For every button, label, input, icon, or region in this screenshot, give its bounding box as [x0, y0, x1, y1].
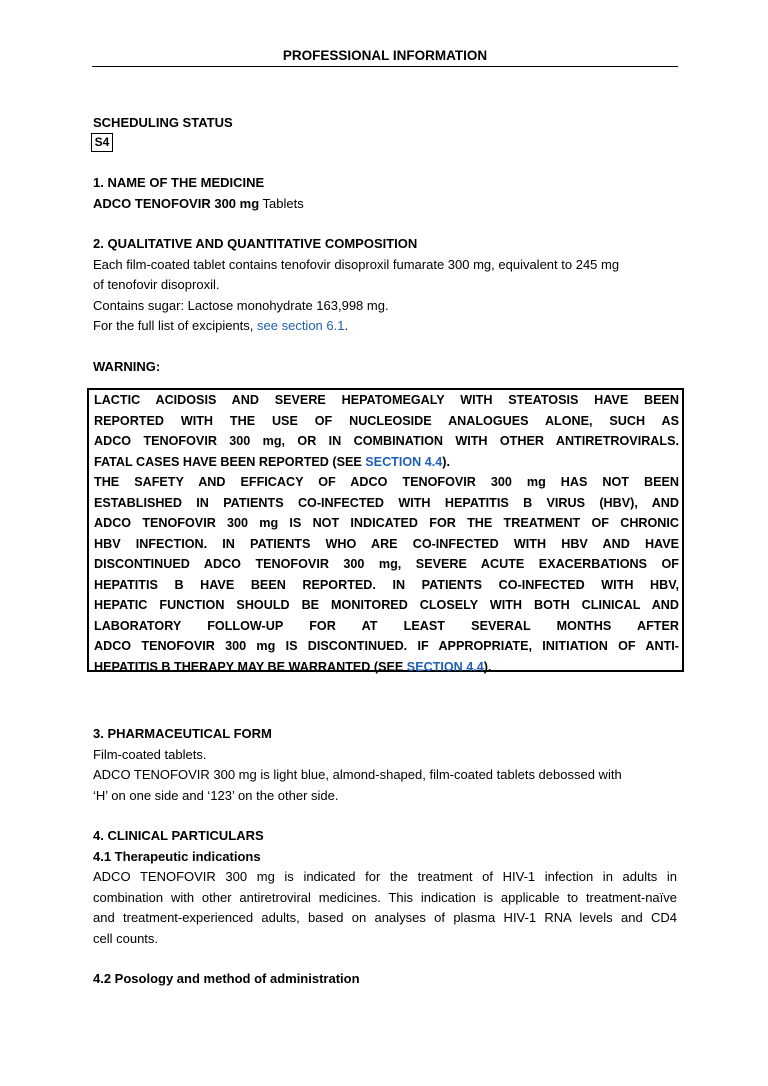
- excipients-end: .: [344, 318, 349, 333]
- warning-line: LABORATORY FOLLOW-UP FOR AT LEAST SEVERAL MONTHS AFTER: [94, 618, 679, 633]
- section-4-4-link-2[interactable]: SECTION 4.4: [406, 659, 484, 674]
- indications-line: and treatment-experienced adults, based on analyses of plasma HIV-1 RNA levels and CD4: [93, 910, 677, 925]
- warning-line: ADCO TENOFOVIR 300 mg, OR IN COMBINATION WITH OTHER ANTIRETROVIRALS.: [94, 434, 679, 448]
- product-form: Tablets: [259, 195, 304, 211]
- warning-line: [94, 657, 679, 678]
- warning-line: ESTABLISHED IN PATIENTS CO-INFECTED WITH HEPATITIS B VIRUS (HBV), AND: [94, 495, 679, 510]
- section-4-4-link[interactable]: SECTION 4.4: [365, 454, 443, 469]
- composition-line-4: [93, 316, 677, 337]
- subsection-4-1-heading: 4.1 Therapeutic indications: [93, 848, 261, 864]
- warning-line: DISCONTINUED ADCO TENOFOVIR 300 mg, SEVERE ACUTE EXACERBATIONS OF: [94, 557, 679, 571]
- warning-box: [87, 388, 684, 672]
- section-1: [93, 173, 677, 214]
- warning-line-text: HEPATITIS B THERAPY MAY BE WARRANTED (SEE: [94, 659, 407, 674]
- warning-line-close: ).: [483, 659, 492, 674]
- warning-line: [94, 452, 679, 473]
- excipients-text: For the full list of excipients,: [93, 318, 258, 333]
- section-2: [93, 234, 677, 337]
- see-section-6-1-link[interactable]: see section 6.1: [257, 318, 345, 333]
- product-name: ADCO TENOFOVIR 300 mg: [93, 195, 260, 211]
- section-2-heading: 2. QUALITATIVE AND QUANTITATIVE COMPOSITION: [93, 236, 418, 251]
- warning-line: HEPATIC FUNCTION SHOULD BE MONITORED CLOSELY WITH BOTH CLINICAL AND: [94, 598, 679, 612]
- indications-line: combination with other antiretroviral medicines. This indication is applicable to treatment-naïve: [93, 889, 677, 905]
- subsection-4-2-heading: 4.2 Posology and method of administration: [93, 971, 360, 986]
- form-line-2: ADCO TENOFOVIR 300 mg is light blue, almond-shaped, film-coated tablets debossed with: [93, 767, 622, 782]
- warning-line: ADCO TENOFOVIR 300 mg IS NOT INDICATED FOR THE TREATMENT OF CHRONIC: [94, 516, 679, 530]
- composition-line-1: Each film-coated tablet contains tenofovir disoproxil fumarate 300 mg, equivalent to 245 mg: [93, 256, 620, 272]
- product-name-line: [93, 194, 677, 215]
- indications-line: ADCO TENOFOVIR 300 mg is indicated for the treatment of HIV-1 infection in adults in: [93, 869, 677, 884]
- warning-line-text: FATAL CASES HAVE BEEN REPORTED (SEE: [94, 454, 366, 469]
- warning-line: HBV INFECTION. IN PATIENTS WHO ARE CO-INFECTED WITH HBV AND HAVE: [94, 536, 679, 551]
- page-header-title: PROFESSIONAL INFORMATION: [282, 48, 488, 63]
- header-rule: [92, 66, 678, 67]
- section-4-heading: 4. CLINICAL PARTICULARS: [93, 828, 264, 843]
- form-line-3: ‘H’ on one side and ‘123’ on the other side.: [93, 787, 339, 803]
- indications-line: cell counts.: [93, 930, 159, 946]
- section-3-heading: 3. PHARMACEUTICAL FORM: [93, 726, 272, 741]
- warning-line: LACTIC ACIDOSIS AND SEVERE HEPATOMEGALY WITH STEATOSIS HAVE BEEN: [94, 393, 679, 407]
- warning-line: REPORTED WITH THE USE OF NUCLEOSIDE ANALOGUES ALONE, SUCH AS: [94, 413, 679, 428]
- section-1-heading: 1. NAME OF THE MEDICINE: [93, 175, 265, 190]
- composition-line-2: of tenofovir disoproxil.: [93, 277, 220, 292]
- warning-line: HEPATITIS B HAVE BEEN REPORTED. IN PATIENTS CO-INFECTED WITH HBV,: [94, 577, 679, 592]
- warning-heading: WARNING:: [93, 359, 161, 374]
- composition-line-3: Contains sugar: Lactose monohydrate 163,998 mg.: [93, 297, 389, 313]
- warning-line-close: ).: [442, 454, 450, 469]
- section-3: [93, 724, 677, 806]
- schedule-badge: S4: [91, 133, 113, 152]
- form-line-1: Film-coated tablets.: [93, 746, 207, 762]
- scheduling-status-heading: SCHEDULING STATUS: [93, 115, 233, 130]
- warning-line: THE SAFETY AND EFFICACY OF ADCO TENOFOVIR 300 mg HAS NOT BEEN: [94, 475, 679, 489]
- warning-line: ADCO TENOFOVIR 300 mg IS DISCONTINUED. IF APPROPRIATE, INITIATION OF ANTI-: [94, 639, 679, 653]
- section-4: [93, 826, 677, 949]
